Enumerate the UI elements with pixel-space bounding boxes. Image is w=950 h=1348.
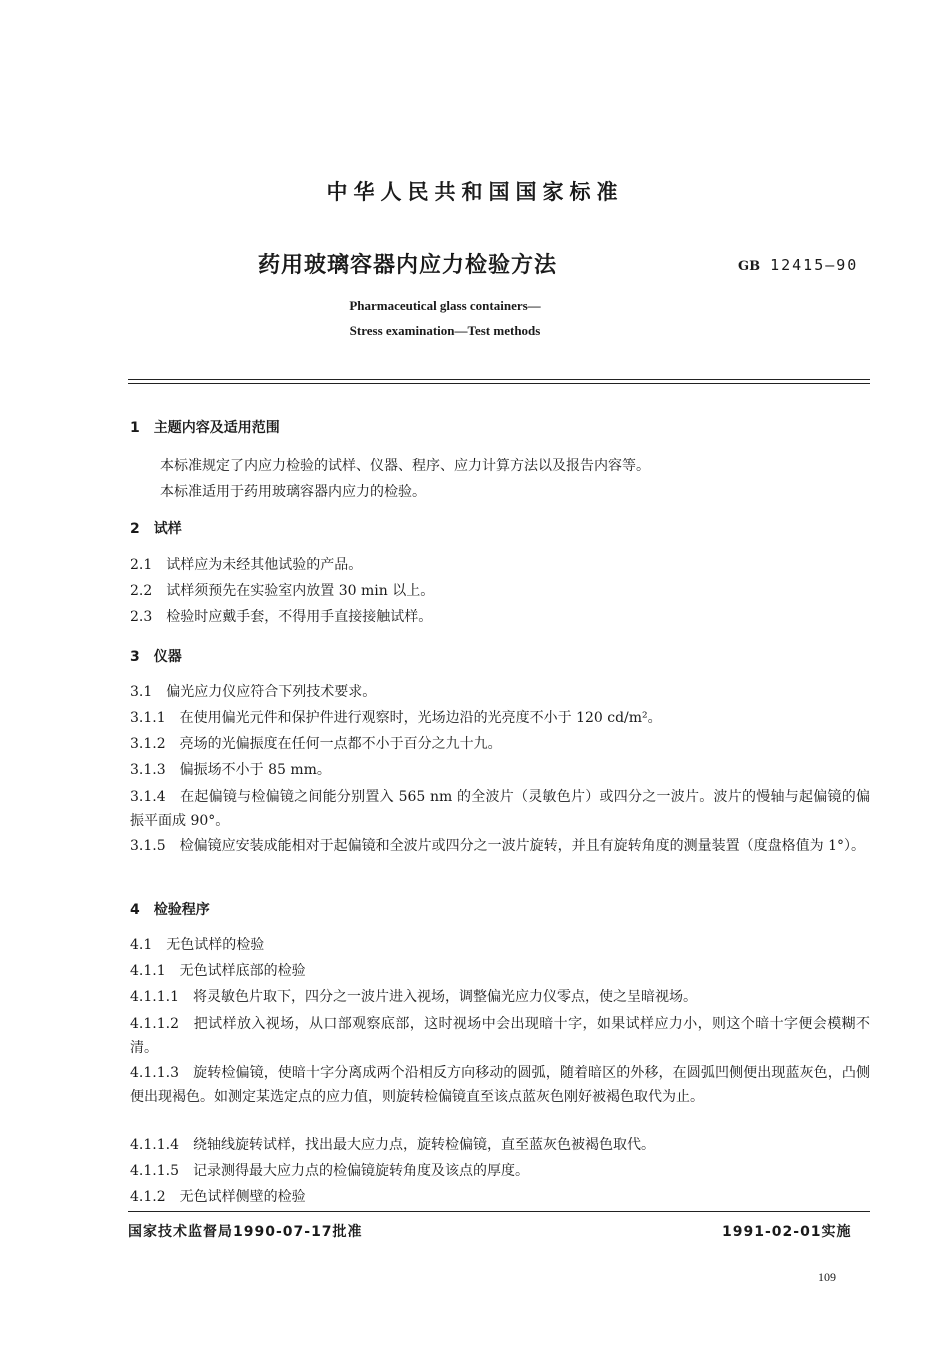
clause: 4.1 无色试样的检验 bbox=[130, 937, 265, 953]
clause: 3.1 偏光应力仪应符合下列技术要求。 bbox=[130, 684, 377, 700]
header-divider-thin bbox=[128, 383, 870, 384]
clause: 4.1.1.5 记录测得最大应力点的检偏镜旋转角度及该点的厚度。 bbox=[130, 1163, 529, 1179]
clause: 3.1.1 在使用偏光元件和保护件进行观察时，光场边沿的光亮度不小于 120 cd/m²。 bbox=[130, 710, 662, 726]
document-title: 药用玻璃容器内应力检验方法 bbox=[258, 253, 558, 278]
clause: 2.2 试样须预先在实验室内放置 30 min 以上。 bbox=[130, 583, 435, 599]
clause: 2.3 检验时应戴手套，不得用手直接接触试样。 bbox=[130, 609, 433, 625]
effective-date: 1991-02-01实施 bbox=[722, 1224, 852, 1240]
clause: 3.1.4 在起偏镜与检偏镜之间能分别置入 565 nm 的全波片（灵敏色片）或四分之一波片。波片的慢轴与起偏镜的偏振平面成 90°。 bbox=[130, 789, 870, 829]
english-title-line2: Stress examination—Test methods bbox=[349, 323, 541, 338]
clause: 4.1.2 无色试样侧壁的检验 bbox=[130, 1189, 306, 1205]
footer-divider bbox=[128, 1211, 870, 1212]
gb-number: 12415—90 bbox=[770, 256, 859, 274]
clause: 2.1 试样应为未经其他试验的产品。 bbox=[130, 557, 363, 573]
header-divider bbox=[128, 379, 870, 380]
approval-date: 国家技术监督局1990-07-17批准 bbox=[128, 1224, 363, 1240]
section-heading: 2 试样 bbox=[130, 521, 182, 537]
gb-prefix: GB bbox=[738, 259, 761, 274]
clause: 3.1.3 偏振场不小于 85 mm。 bbox=[130, 762, 331, 778]
gb-code bbox=[738, 256, 858, 274]
section-heading: 4 检验程序 bbox=[130, 902, 210, 918]
clause: 4.1.1.4 绕轴线旋转试样，找出最大应力点，旋转检偏镜，直至蓝灰色被褐色取代。 bbox=[130, 1137, 655, 1153]
section-heading: 1 主题内容及适用范围 bbox=[130, 420, 280, 436]
clause: 4.1.1 无色试样底部的检验 bbox=[130, 963, 306, 979]
section-heading: 3 仪器 bbox=[130, 649, 182, 665]
clause: 4.1.1.2 把试样放入视场，从口部观察底部，这时视场中会出现暗十字，如果试样应力小，则这个暗十字便会模糊不清。 bbox=[130, 1016, 870, 1056]
paragraph: 本标准适用于药用玻璃容器内应力的检验。 bbox=[160, 484, 426, 500]
page-number: 109 bbox=[818, 1270, 836, 1284]
clause: 4.1.1.1 将灵敏色片取下，四分之一波片进入视场，调整偏光应力仪零点，使之呈暗视场。 bbox=[130, 989, 697, 1005]
clause: 3.1.5 检偏镜应安装成能相对于起偏镜和全波片或四分之一波片旋转，并且有旋转角度的测量装置（度盘格值为 1°）。 bbox=[130, 838, 865, 854]
national-standard-heading: 中华人民共和国国家标准 bbox=[326, 180, 624, 204]
paragraph: 本标准规定了内应力检验的试样、仪器、程序、应力计算方法以及报告内容等。 bbox=[160, 458, 650, 474]
english-title-line1: Pharmaceutical glass containers— bbox=[349, 298, 541, 313]
clause: 4.1.1.3 旋转检偏镜，使暗十字分离成两个沿相反方向移动的圆弧，随着暗区的外移，在圆弧凹侧便出现蓝灰色，凸侧便出现褐色。如测定某选定点的应力值，则旋转检偏镜直至该点蓝灰色刚好被褐色取代为止。 bbox=[130, 1065, 870, 1105]
clause: 3.1.2 亮场的光偏振度在任何一点都不小于百分之九十九。 bbox=[130, 736, 502, 752]
